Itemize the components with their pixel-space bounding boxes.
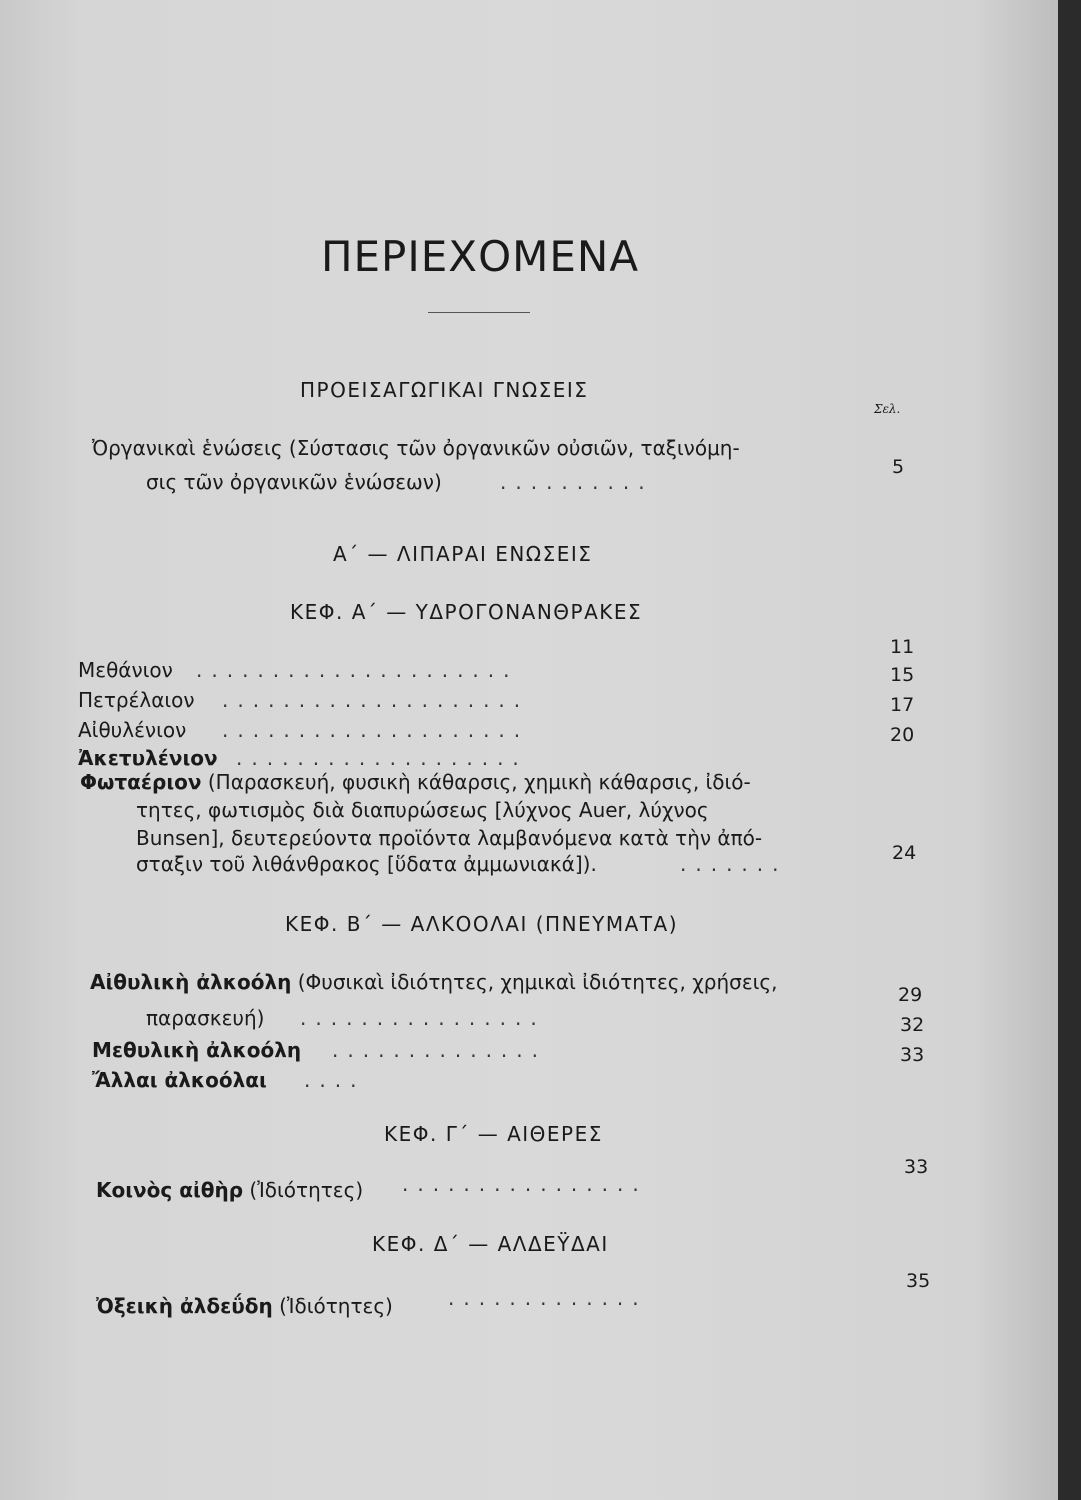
toc-entry-rest: (Ἰδιότητες) bbox=[243, 1178, 364, 1202]
toc-entry-page: 29 bbox=[898, 984, 923, 1006]
intro-entry-line-1: Ὀργανικαὶ ἑνώσεις (Σύστασις τῶν ὀργανικῶν οὐσιῶν, ταξινόμη- bbox=[92, 436, 740, 460]
long-entry-head: Αἰθυλικὴ ἀλκοόλη bbox=[90, 970, 292, 994]
dot-leader: .... bbox=[304, 1068, 366, 1092]
long-entry-line-2: παρασκευή) bbox=[146, 1006, 265, 1030]
toc-entry-page: 11 bbox=[890, 636, 915, 658]
dot-leader: ............. bbox=[448, 1286, 648, 1310]
toc-entry-head: Ὀξεικὴ ἀλδεΰδη bbox=[96, 1294, 273, 1318]
page-edge bbox=[1058, 0, 1081, 1500]
toc-entry-page: 20 bbox=[890, 724, 915, 746]
chapter-heading-2: ΚΕΦ. Β΄ — ΑΛΚΟΟΛΑΙ (ΠΝΕΥΜΑΤΑ) bbox=[285, 912, 679, 936]
dot-leader: .............. bbox=[332, 1038, 548, 1062]
toc-entry-head: Κοινὸς αἰθὴρ bbox=[96, 1178, 244, 1202]
dot-leader: ..................... bbox=[196, 658, 519, 682]
dot-leader: .................... bbox=[222, 718, 530, 742]
dot-leader: .......... bbox=[500, 470, 654, 494]
long-entry-text: (Παρασκευή, φυσικὴ κάθαρσις, χημικὴ κάθαρσις, ἰδιό- bbox=[201, 770, 751, 794]
toc-entry-page: 17 bbox=[890, 694, 915, 716]
dot-leader: ................ bbox=[402, 1172, 648, 1196]
toc-entry-label: Πετρέλαιον bbox=[78, 688, 195, 712]
page-column-label: Σελ. bbox=[874, 402, 901, 416]
toc-entry-label: Ἀκετυλένιον bbox=[78, 746, 218, 770]
chapter-heading-4: ΚΕΦ. Δ΄ — ΑΛΔΕΫΔΑΙ bbox=[372, 1232, 609, 1256]
toc-entry-page: 32 bbox=[900, 1014, 925, 1036]
toc-entry-line bbox=[96, 1178, 363, 1202]
toc-entry-label: Ἄλλαι ἀλκοόλαι bbox=[92, 1068, 267, 1092]
dot-leader: ................... bbox=[236, 746, 528, 770]
dot-leader: ....... bbox=[680, 852, 788, 876]
long-entry-text: (Φυσικαὶ ἰδιότητες, χημικαὶ ἰδιότητες, χρήσεις, bbox=[291, 970, 778, 994]
intro-entry-line-2: σις τῶν ὀργανικῶν ἑνώσεων) bbox=[146, 470, 442, 494]
long-entry-line-4: σταξιν τοῦ λιθάνθρακος [ὕδατα ἀμμωνιακά]). bbox=[136, 852, 597, 876]
long-entry-line-1 bbox=[80, 770, 751, 794]
toc-entry-label: Μεθάνιον bbox=[78, 658, 173, 682]
long-entry-line-3: Bunsen], δευτερεύοντα προϊόντα λαμβανόμενα κατὰ τὴν ἀπό- bbox=[136, 826, 763, 850]
toc-entry-page: 35 bbox=[906, 1270, 931, 1292]
toc-entry-page: 33 bbox=[904, 1156, 929, 1178]
title-rule bbox=[428, 312, 530, 313]
toc-entry-line bbox=[96, 1294, 393, 1318]
intro-entry-page: 5 bbox=[892, 456, 905, 478]
long-entry-head: Φωταέριον bbox=[80, 770, 202, 794]
chapter-heading-1: ΚΕΦ. Α΄ — ΥΔΡΟΓΟΝΑΝΘΡΑΚΕΣ bbox=[290, 600, 643, 624]
dot-leader: ................ bbox=[300, 1006, 546, 1030]
page-title: ΠΕΡΙΕΧΟΜΕΝΑ bbox=[320, 232, 640, 281]
toc-entry-page: 33 bbox=[900, 1044, 925, 1066]
toc-entry-label: Μεθυλικὴ ἀλκοόλη bbox=[92, 1038, 302, 1062]
section-heading-a: Α΄ — ΛΙΠΑΡΑΙ ΕΝΩΣΕΙΣ bbox=[333, 542, 593, 566]
toc-entry-label: Αἰθυλένιον bbox=[78, 718, 187, 742]
chapter-heading-3: ΚΕΦ. Γ΄ — ΑΙΘΕΡΕΣ bbox=[384, 1122, 603, 1146]
toc-entry-page: 24 bbox=[892, 842, 917, 864]
toc-entry-page: 15 bbox=[890, 664, 915, 686]
toc-entry-rest: (Ἰδιότητες) bbox=[272, 1294, 393, 1318]
dot-leader: .................... bbox=[222, 688, 530, 712]
long-entry-line-2: τητες, φωτισμὸς διὰ διαπυρώσεως [λύχνος Auer, λύχνος bbox=[136, 798, 709, 822]
section-heading-intro: ΠΡΟΕΙΣΑΓΩΓΙΚΑΙ ΓΝΩΣΕΙΣ bbox=[300, 378, 589, 402]
long-entry-line-1 bbox=[90, 970, 778, 994]
